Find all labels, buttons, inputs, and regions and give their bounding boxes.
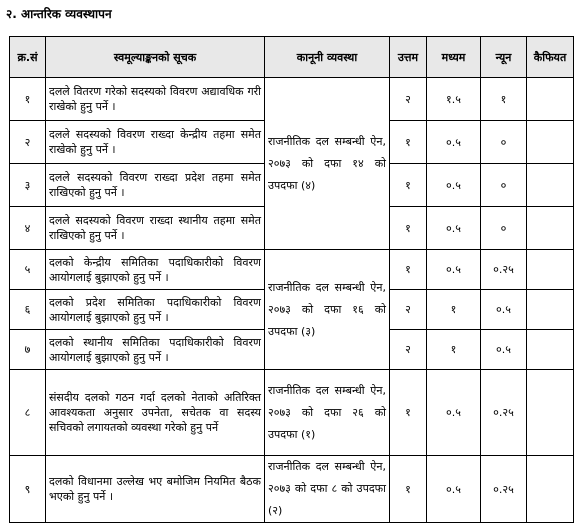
row-remarks (527, 121, 574, 164)
row-best: १ (390, 370, 427, 456)
row-indicator: दलले सदस्यको विवरण राख्दा प्रदेश तहमा समेत राखिएको हुनु पर्ने । (46, 164, 265, 207)
row-sn: १ (10, 78, 46, 121)
row-medium: १ (427, 330, 481, 370)
row-sn: ८ (10, 370, 46, 456)
row-remarks (527, 330, 574, 370)
row-indicator: दलले सदस्यको विवरण राख्दा केन्द्रीय तहमा समेत राखेको हुनु पर्ने । (46, 121, 265, 164)
table-header-row (10, 37, 574, 78)
row-indicator: दलको प्रदेश समितिका पदाधिकारीको विवरण आयोगलाई बुझाएको हुनु पर्ने । (46, 290, 265, 330)
row-low: ०.२५ (481, 250, 527, 290)
law-reference: राजनीतिक दल सम्बन्धी ऐन, २०७३ को दफा ८ को उपदफा (२) (265, 456, 390, 523)
row-sn: २ (10, 121, 46, 164)
table-row (10, 78, 574, 121)
col-remarks: कैफियत (527, 37, 574, 78)
col-law: कानूनी व्यवस्था (265, 37, 390, 78)
row-remarks (527, 370, 574, 456)
row-remarks (527, 78, 574, 121)
row-remarks (527, 456, 574, 523)
row-best: १ (390, 456, 427, 523)
row-best: २ (390, 290, 427, 330)
row-low: ० (481, 121, 527, 164)
row-low: ० (481, 207, 527, 250)
row-medium: १.५ (427, 78, 481, 121)
row-remarks (527, 164, 574, 207)
row-indicator: दलको स्थानीय समितिका पदाधिकारीको विवरण आयोगलाई बुझाएको हुनु पर्ने । (46, 330, 265, 370)
self-assessment-table (9, 36, 574, 523)
row-best: १ (390, 207, 427, 250)
row-best: २ (390, 78, 427, 121)
row-indicator: संसदीय दलको गठन गर्दा दलको नेताको अतिरिक्त आवश्यकता अनुसार उपनेता, सचेतक वा सदस्य सचिवको लगायतको व्यवस्था गरेको हुनु पर्ने (46, 370, 265, 456)
row-sn: ९ (10, 456, 46, 523)
col-indicator: स्वमूल्याङ्कनको सूचक (46, 37, 265, 78)
col-sn: क्र.सं (10, 37, 46, 78)
row-remarks (527, 207, 574, 250)
row-best: १ (390, 250, 427, 290)
table-row (10, 370, 574, 456)
row-best: १ (390, 164, 427, 207)
row-low: ० (481, 164, 527, 207)
row-sn: ३ (10, 164, 46, 207)
row-low: १ (481, 78, 527, 121)
row-best: २ (390, 330, 427, 370)
row-medium: ०.५ (427, 164, 481, 207)
row-remarks (527, 290, 574, 330)
row-medium: ०.५ (427, 207, 481, 250)
law-reference: राजनीतिक दल सम्बन्धी ऐन, २०७३ को दफा १४ को उपदफा (४) (265, 78, 390, 250)
row-low: ०.२५ (481, 370, 527, 456)
table-row (10, 456, 574, 523)
row-best: १ (390, 121, 427, 164)
law-reference: राजनीतिक दल सम्बन्धी ऐन, २०७३ को दफा १६ को उपदफा (३) (265, 250, 390, 370)
row-sn: ६ (10, 290, 46, 330)
row-indicator: दलको विधानमा उल्लेख भए बमोजिम नियमित बैठक भएको हुनु पर्ने । (46, 456, 265, 523)
table-row (10, 250, 574, 290)
row-medium: १ (427, 290, 481, 330)
row-low: ०.२५ (481, 456, 527, 523)
section-heading: २. आन्तरिक व्यवस्थापन (6, 7, 112, 21)
law-reference: राजनीतिक दल सम्बन्धी ऐन, २०७३ को दफा २६ को उपदफा (१) (265, 370, 390, 456)
row-medium: ०.५ (427, 121, 481, 164)
row-low: ०.५ (481, 330, 527, 370)
col-medium: मध्यम (427, 37, 481, 78)
row-medium: ०.५ (427, 370, 481, 456)
row-low: ०.५ (481, 290, 527, 330)
row-sn: ४ (10, 207, 46, 250)
row-indicator: दलले वितरण गरेको सदस्यको विवरण अद्यावधिक गरी राखेको हुनु पर्ने । (46, 78, 265, 121)
row-indicator: दलले सदस्यको विवरण राख्दा स्थानीय तहमा समेत राखिएको हुनु पर्ने । (46, 207, 265, 250)
row-remarks (527, 250, 574, 290)
row-sn: ७ (10, 330, 46, 370)
row-sn: ५ (10, 250, 46, 290)
row-indicator: दलको केन्द्रीय समितिका पदाधिकारीको विवरण आयोगलाई बुझाएको हुनु पर्ने । (46, 250, 265, 290)
col-best: उत्तम (390, 37, 427, 78)
row-medium: ०.५ (427, 456, 481, 523)
row-medium: ०.५ (427, 250, 481, 290)
col-low: न्यून (481, 37, 527, 78)
